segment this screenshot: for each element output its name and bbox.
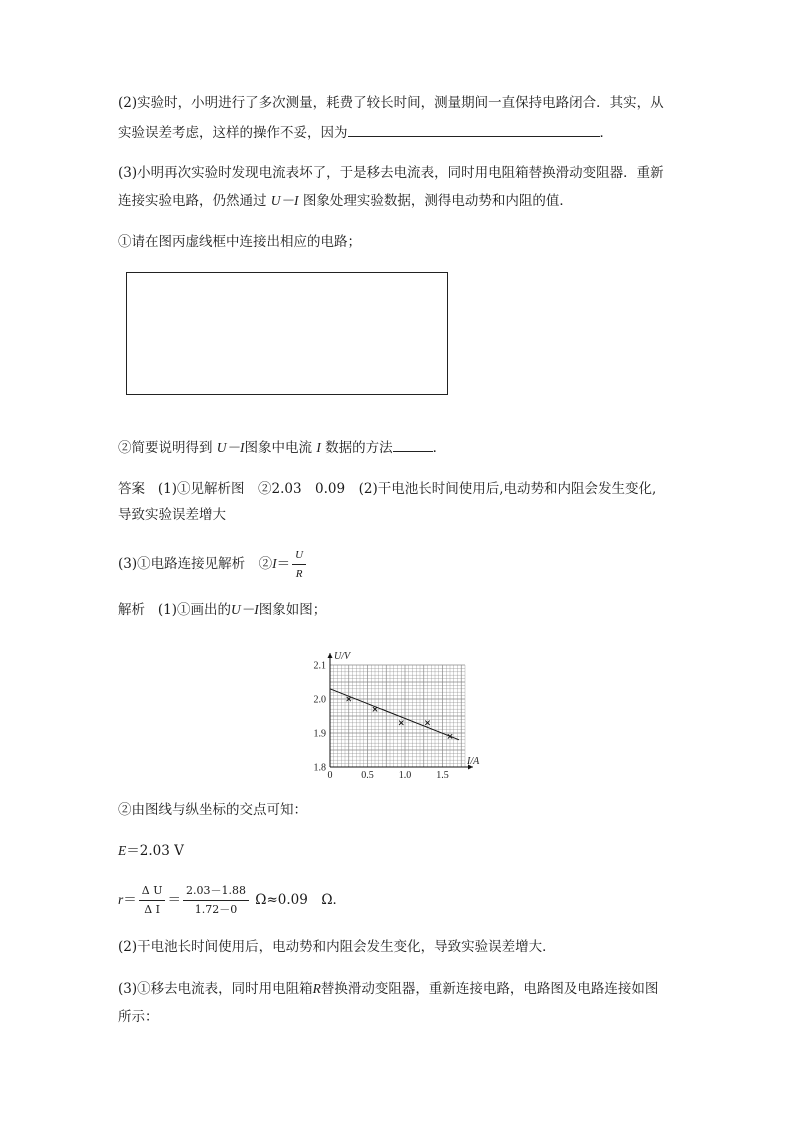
analysis-p3b: 替换滑动变阻器，重新连接电路，电路图及电路连接如图 bbox=[320, 981, 659, 997]
q3-line1 bbox=[118, 158, 678, 188]
value-fraction bbox=[183, 882, 249, 919]
ui-symbol-2: U－I bbox=[216, 440, 245, 455]
answer-line3 bbox=[118, 546, 678, 583]
delta-fraction bbox=[139, 882, 166, 919]
u-over-r-fraction bbox=[292, 546, 306, 583]
fraction-numerator: U bbox=[292, 546, 306, 565]
answer-line1-text: (1)①见解析图 ②2.03 0.09 (2)干电池长时间使用后,电动势和内阻会发生变化, bbox=[157, 481, 657, 497]
answer-line2-text: 导致实验误差增大 bbox=[118, 507, 226, 523]
ui-symbol: U－I bbox=[270, 193, 299, 208]
q2-end: ． bbox=[599, 125, 613, 141]
current-symbol: I bbox=[316, 440, 321, 455]
analysis-p3a: (3)①移去电流表，同时用电阻箱 bbox=[118, 981, 313, 997]
q3-sub1 bbox=[118, 227, 678, 257]
emf-line bbox=[118, 836, 678, 866]
analysis-p2 bbox=[118, 932, 678, 962]
value-numerator: 2.03－1.88 bbox=[183, 882, 249, 901]
analysis-p2-text: (2)干电池长时间使用后，电动势和内阻会发生变化，导致实验误差增大． bbox=[118, 939, 556, 955]
y-axis-arrow bbox=[328, 653, 333, 658]
q3-line2 bbox=[118, 186, 678, 216]
analysis-label: 解析 bbox=[118, 602, 145, 618]
u-i-graph bbox=[300, 640, 480, 780]
x-tick-label: 1.0 bbox=[398, 770, 412, 780]
x-tick-label: 1.5 bbox=[436, 770, 449, 780]
analysis-line1 bbox=[118, 595, 678, 625]
analysis-p3-line1 bbox=[118, 974, 678, 1004]
emf-value: ＝2.03 V bbox=[126, 843, 184, 859]
analysis-line1a: (1)①画出的 bbox=[157, 602, 231, 618]
analysis-p3-line2 bbox=[118, 1002, 678, 1032]
answer-line3-text: (3)①电路连接见解析 ② bbox=[118, 556, 273, 572]
y-tick-label: 1.8 bbox=[313, 762, 326, 774]
x-axis-label: I/A bbox=[467, 756, 480, 767]
q3-sub1-text: ①请在图丙虚线框中连接出相应的电路； bbox=[118, 234, 361, 250]
q3-sub2c: 数据的方法 bbox=[325, 440, 393, 456]
q3-line2a: 连接实验电路，仍然通过 bbox=[118, 193, 267, 209]
x-tick-label: 0 bbox=[327, 770, 333, 780]
q3-sub2-end: ． bbox=[432, 440, 447, 456]
r-result: Ω≈0.09 Ω． bbox=[255, 892, 347, 908]
emf-symbol: E bbox=[118, 843, 127, 858]
y-tick-label: 1.9 bbox=[313, 728, 326, 740]
ui-symbol-3: U－I bbox=[231, 602, 259, 617]
q3-line2b: 图象处理实验数据，测得电动势和内阻的值． bbox=[302, 193, 573, 209]
q2-line1 bbox=[118, 88, 678, 118]
q2-line2 bbox=[118, 118, 678, 148]
method-blank[interactable] bbox=[393, 435, 433, 452]
value-denominator: 1.72－0 bbox=[194, 903, 238, 916]
q3-sub2a: ②简要说明得到 bbox=[118, 440, 213, 456]
graph-marks bbox=[330, 689, 459, 740]
resistance-line bbox=[118, 880, 678, 920]
q2-line1-text: (2)实验时，小明进行了多次测量，耗费了较长时间，测量期间一直保持电路闭合．其实，从 bbox=[118, 95, 664, 111]
q2-line2-text: 实验误差考虑，这样的操作不妥，因为 bbox=[118, 125, 348, 141]
r-eq-2: ＝ bbox=[167, 892, 181, 908]
answer-label: 答案 bbox=[118, 481, 145, 497]
delta-i: Δ I bbox=[144, 903, 161, 916]
analysis-line1b: 图象如图； bbox=[258, 602, 327, 618]
r-symbol: r bbox=[118, 892, 124, 907]
y-axis-label: U/V bbox=[334, 651, 351, 662]
answer-line2 bbox=[118, 500, 678, 530]
answer-blank[interactable] bbox=[348, 120, 600, 137]
q3-line1-text: (3)小明再次实验时发现电流表坏了，于是移去电流表，同时用电阻箱替换滑动变阻器．重新 bbox=[118, 165, 664, 181]
y-tick-label: 2.0 bbox=[313, 694, 326, 706]
q3-sub2 bbox=[118, 433, 678, 463]
fit-line bbox=[330, 689, 459, 740]
r-eq: ＝ bbox=[123, 892, 137, 908]
delta-u: Δ U bbox=[139, 882, 166, 901]
analysis-sub2 bbox=[118, 795, 678, 825]
x-tick-label: 0.5 bbox=[361, 770, 374, 780]
answer-I: I bbox=[272, 556, 277, 571]
fraction-denominator: R bbox=[295, 568, 303, 580]
analysis-sub2-text: ②由图线与纵坐标的交点可知： bbox=[118, 802, 307, 818]
analysis-p3c: 所示： bbox=[118, 1009, 159, 1025]
q3-sub2b: 图象中电流 bbox=[244, 440, 313, 456]
answer-eq: ＝ bbox=[276, 556, 291, 572]
resistor-symbol: R bbox=[312, 981, 321, 996]
y-tick-label: 2.1 bbox=[313, 660, 326, 672]
circuit-drawing-box[interactable] bbox=[126, 272, 448, 395]
